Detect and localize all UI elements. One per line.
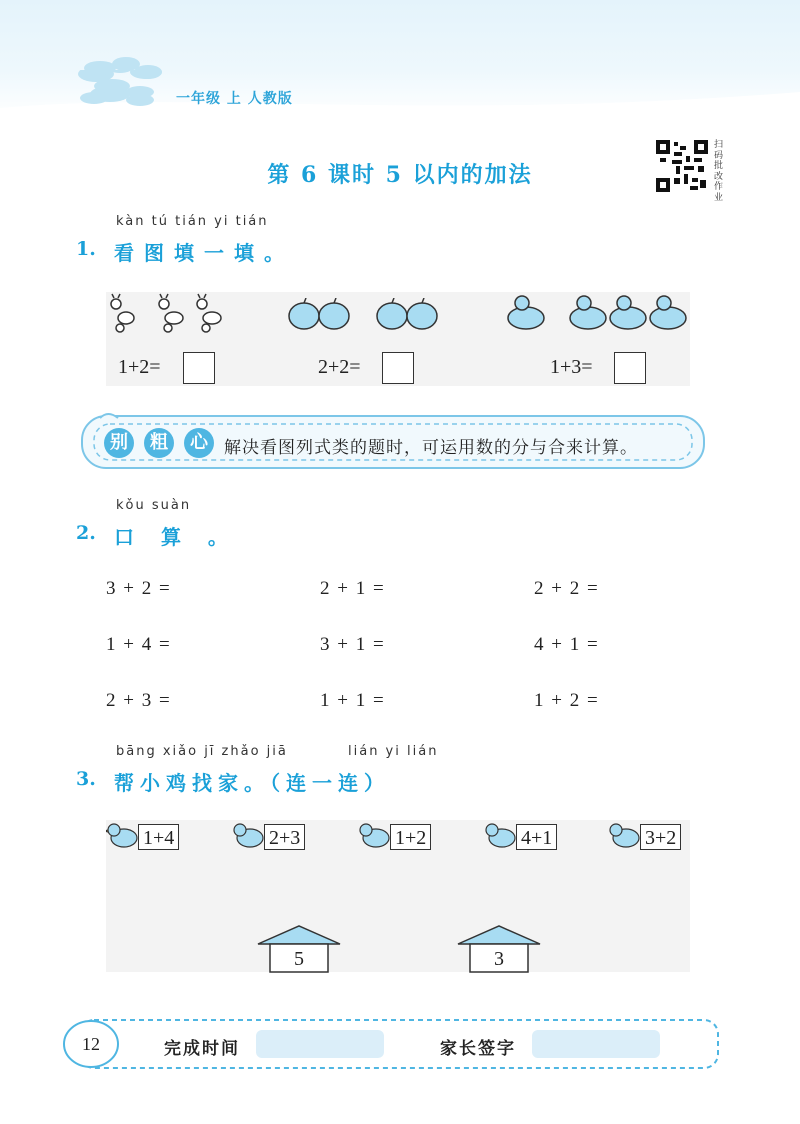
q1-answer-box-2[interactable] [382,352,414,384]
calc-item: 2 + 3 = [106,690,170,711]
qr-code-icon [656,140,708,192]
q3-pinyin-2: lián yi lián [348,744,439,759]
chick-label-1[interactable]: 1+4 [138,824,179,850]
q3-text: 帮小鸡找家。（连一连） [114,771,390,795]
calc-item: 2 + 1 = [320,578,384,599]
q1-expr-1: 1+2= [118,356,161,378]
calc-item: 3 + 1 = [320,634,384,655]
calc-item: 4 + 1 = [534,634,598,655]
page-number: 12 [82,1034,100,1054]
q3-pinyin: bāng xiǎo jī zhǎo jiā [116,744,288,759]
q1-answer-box-1[interactable] [183,352,215,384]
calc-item: 1 + 2 = [534,690,598,711]
q1-text: 看图填一填。 [114,241,294,265]
grade-label: 一年级 上 人教版 [176,91,293,107]
qr-caption: 扫码批改作业 [714,140,724,203]
chick-label-5[interactable]: 3+2 [640,824,681,850]
completion-time-label: 完成时间 [164,1039,240,1059]
chick-label-2[interactable]: 2+3 [264,824,305,850]
completion-time-field[interactable] [256,1030,384,1058]
q2-number: 2. [76,522,96,544]
apple-icon [288,298,448,336]
tip-badge-1: 别 [104,428,134,458]
tip-text: 解决看图列式类的题时，可运用数的分与合来计算。 [224,438,638,458]
chick-icon [106,822,140,854]
q2-text: 口 算 。 [114,525,238,549]
calc-item: 3 + 2 = [106,578,170,599]
calc-item: 1 + 1 = [320,690,384,711]
tip-badge-3: 心 [184,428,214,458]
parent-signature-label: 家长签字 [440,1039,516,1059]
q1-answer-box-3[interactable] [614,352,646,384]
q2-pinyin: kǒu suàn [116,498,192,513]
chick-icon [358,822,392,854]
chick-icon [232,822,266,854]
chick-icon [608,822,642,854]
q1-expr-3: 1+3= [550,356,593,378]
chick-label-3[interactable]: 1+2 [390,824,431,850]
q1-number: 1. [76,238,96,260]
parent-signature-field[interactable] [532,1030,660,1058]
cloud-decoration-icon [74,52,164,108]
chick-icon [502,292,692,336]
ant-icon [106,292,230,338]
chick-icon [484,822,518,854]
calc-item: 1 + 4 = [106,634,170,655]
q1-expr-2: 2+2= [318,356,361,378]
house-number-2: 3 [494,948,504,970]
chick-label-4[interactable]: 4+1 [516,824,557,850]
house-number-1: 5 [294,948,304,970]
lesson-title: 第 6 课时 5 以内的加法 [267,162,533,188]
q1-pinyin: kàn tú tián yi tián [116,214,269,229]
q3-number: 3. [76,768,96,790]
tip-badge-2: 粗 [144,428,174,458]
calc-item: 2 + 2 = [534,578,598,599]
